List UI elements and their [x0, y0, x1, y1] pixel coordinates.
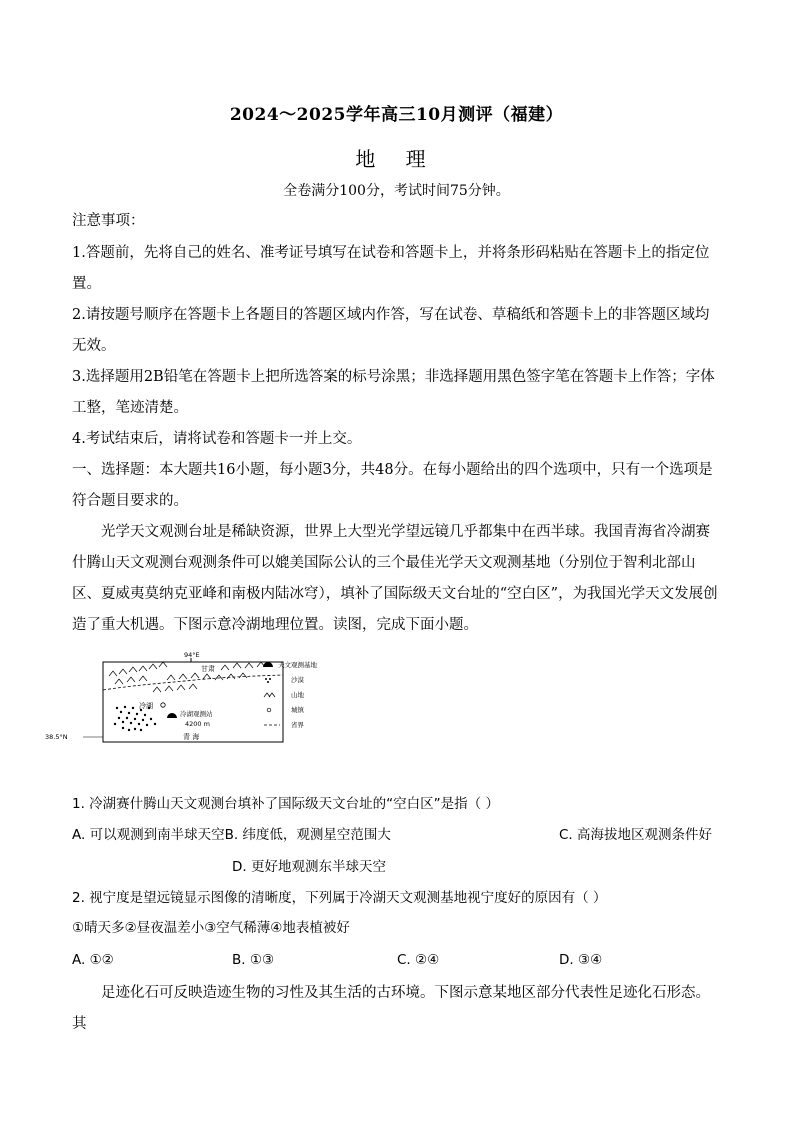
legend-town-icon: [267, 708, 271, 712]
question-2-stem: 2. 视宁度是望远镜显示图像的清晰度，下列属于冷湖天文观测基地视宁度好的原因有（ ）: [72, 890, 607, 906]
legend-desert-icon: [265, 678, 271, 683]
legend-mountain-icon: [264, 693, 275, 697]
question-1-option-c: C. 高海拔地区观测条件好: [559, 827, 713, 843]
section-heading: 一、选择题：本大题共16小题，每小题3分，共48分。在每小题给出的四个选项中，只有一个选项是符合题目要求的。: [72, 462, 713, 509]
passage-lenghu: 光学天文观测台址是稀缺资源，世界上大型光学望远镜几乎都集中在西半球。我国青海省冷湖赛什腾山天文观测台观测条件可以媲美国际公认的三个最佳光学天文观测基地（分别位于智利北部山区、夏威夷莫纳克亚峰和南极内陆冰穹），填补了国际级天文台址的“空白区”，为我国光学天文发展创造了重大机遇。下图示意冷湖地理位置。读图，完成下面小题。: [72, 524, 718, 633]
province-north-label: 甘肃: [201, 665, 215, 673]
question-2-option-d: D. ③④: [559, 952, 603, 968]
notice-item-1: 1.答题前，先将自己的姓名、准考证号填写在试卷和答题卡上，并将条形码粘贴在答题卡上的指定位置。: [72, 245, 710, 292]
question-1-option-d: D. 更好地观测东半球天空: [232, 859, 386, 875]
legend-observatory: 天文观测基地: [278, 661, 317, 669]
notice-item-3: 3.选择题用2B铅笔在答题卡上把所选答案的标号涂黑；非选择题用黑色签字笔在答题卡上作答；字体工整，笔迹清楚。: [72, 369, 715, 416]
town-label: 冷湖: [139, 702, 153, 710]
station-label: 冷湖观测站: [180, 710, 213, 718]
lenghu-location-map: [35, 650, 380, 750]
notice-title: 注意事项：: [72, 213, 145, 229]
latitude-label: 38.5°N: [45, 733, 68, 741]
legend-desert: 沙漠: [291, 676, 304, 684]
question-1-stem: 1. 冷湖赛什腾山天文观测台填补了国际级天文台址的“空白区”是指（ ）: [72, 796, 499, 812]
mountain-symbols: [109, 662, 265, 692]
elevation-label: 4200 m: [185, 720, 210, 728]
question-2-option-a: A. ①②: [72, 952, 114, 968]
exam-info: 全卷满分100分，考试时间75分钟。: [283, 183, 510, 199]
question-2-items: ①晴天多②昼夜温差小③空气稀薄④地表植被好: [72, 920, 350, 936]
map-legend: [263, 660, 318, 729]
notice-item-4: 4.考试结束后，请将试卷和答题卡一并上交。: [72, 431, 362, 447]
question-2-option-b: B. ①③: [232, 952, 275, 968]
notice-item-2: 2.请按题号顺序在答题卡上各题目的答题区域内作答，写在试卷、草稿纸和答题卡上的非答题区域均无效。: [72, 307, 710, 354]
legend-observatory-icon: [263, 662, 273, 667]
passage-footprint-fossils: 足迹化石可反映造迹生物的习性及其生活的古环境。下图示意某地区部分代表性足迹化石形态。其: [72, 985, 710, 1032]
question-2-option-c: C. ②④: [397, 952, 440, 968]
province-south-label: 青 海: [183, 733, 200, 741]
longitude-label: 94°E: [184, 651, 200, 659]
legend-town: 城镇: [291, 706, 304, 714]
question-1-option-ab: A. 可以观测到南半球天空B. 纬度低，观测星空范围大: [72, 827, 391, 843]
exam-title: 2024～2025学年高三10月测评（福建）: [229, 105, 564, 125]
legend-mountain: 山地: [291, 691, 304, 699]
province-border: [103, 675, 283, 690]
subject-title: 地 理: [355, 147, 438, 171]
observatory-marker: [167, 713, 177, 718]
legend-border: 省界: [291, 721, 304, 729]
lenghu-town-marker: [161, 703, 165, 707]
